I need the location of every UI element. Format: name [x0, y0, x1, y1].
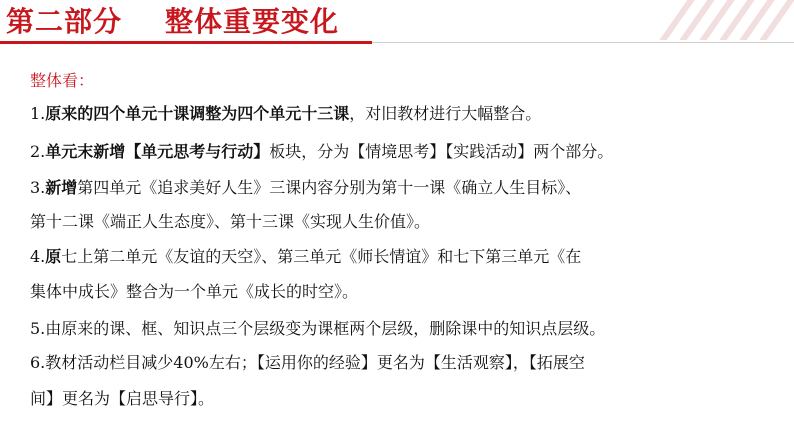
header-rule: [0, 41, 794, 44]
content-line-6-cont: 间】更名为【启思导行】。: [30, 389, 215, 408]
header-rule-red: [0, 41, 372, 44]
header-title: 第二部分 整体重要变化: [6, 5, 339, 38]
content-line-4-cont: 集体中成长》整合为一个单元《成长的时空》。: [30, 282, 359, 301]
header-rule-gray: [372, 42, 794, 43]
content-line-2: 2.单元末新增【单元思考与行动】板块，分为【情境思考】【实践活动】两个部分。: [30, 142, 614, 161]
content-line-3-cont: 第十二课《端正人生态度》、第十三课《实现人生价值》。: [30, 212, 431, 231]
content-line-5: 5.由原来的课、框、知识点三个层级变为课框两个层级，删除课中的知识点层级。: [30, 319, 606, 338]
content-line-4: 4.原七上第二单元《友谊的天空》、第三单元《师长情谊》和七下第三单元《在: [30, 247, 582, 266]
content-line-1: 1.原来的四个单元十课调整为四个单元十三课，对旧教材进行大幅整合。: [30, 104, 542, 123]
corner-decoration: [554, 0, 794, 40]
content-line-6: 6.教材活动栏目减少40%左右；【运用你的经验】更名为【生活观察】，【拓展空: [30, 353, 585, 372]
content-line-3: 3.新增第四单元《追求美好人生》三课内容分别为第十一课《确立人生目标》、: [30, 178, 582, 197]
section-label: 整体看：: [30, 71, 95, 90]
